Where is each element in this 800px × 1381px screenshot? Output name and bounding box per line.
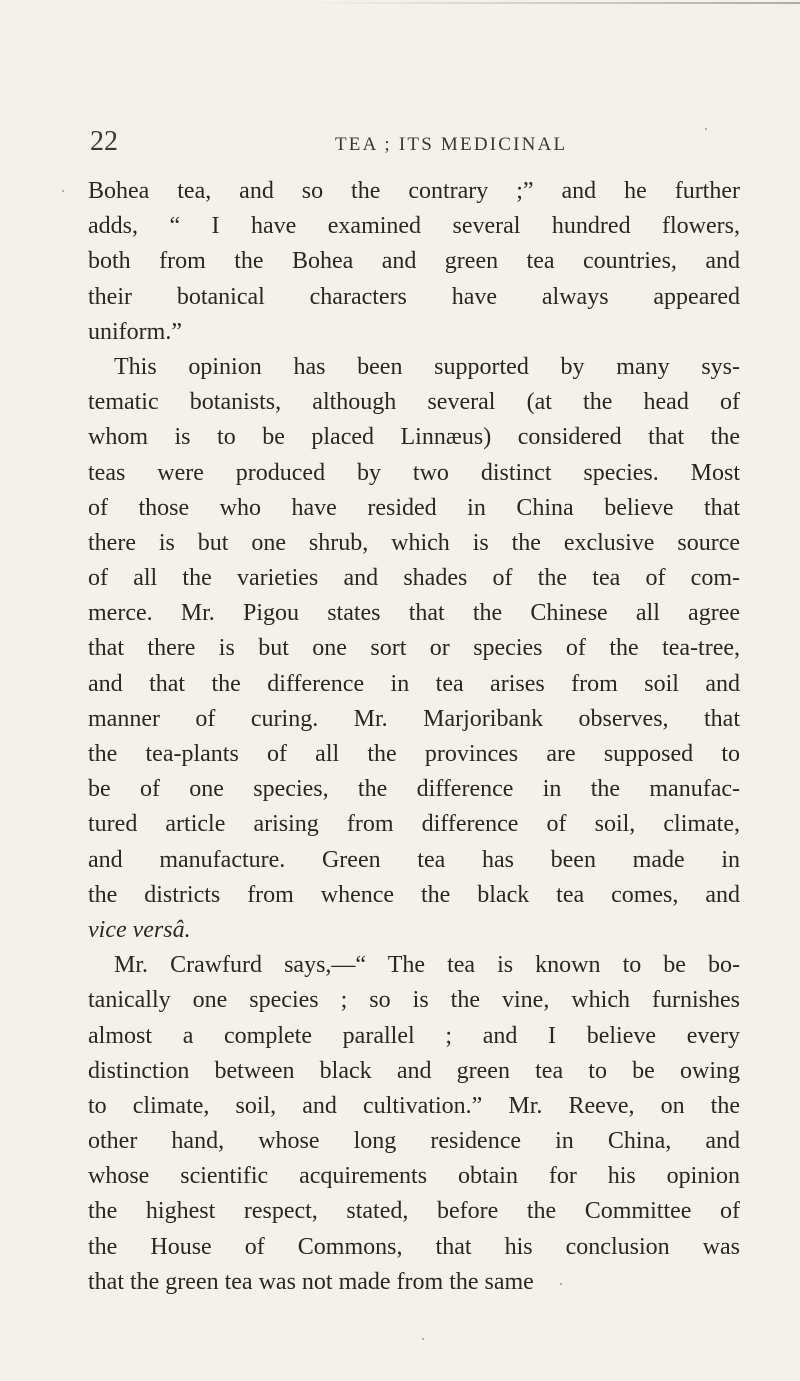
- text-line: there is but one shrub, which is the exclusive source: [88, 529, 740, 556]
- text-line: the districts from whence the black tea comes, and: [88, 881, 740, 908]
- paper-speck: [705, 128, 707, 130]
- paper-speck: [62, 190, 64, 192]
- page-header: [90, 126, 730, 160]
- text-line: of those who have resided in China believe that: [88, 494, 740, 521]
- text-line: merce. Mr. Pigou states that the Chinese all agree: [88, 600, 740, 627]
- text-line: be of one species, the difference in the manufac-: [88, 776, 740, 803]
- text-line: the highest respect, stated, before the Committee of: [88, 1198, 740, 1225]
- text-line: manner of curing. Mr. Marjoribank observes, that: [88, 705, 740, 732]
- text-line: almost a complete parallel ; and I believe every: [88, 1022, 740, 1049]
- text-line: distinction between black and green tea to be owing: [88, 1057, 740, 1084]
- text-line: Bohea tea, and so the contrary ;” and he further: [88, 178, 740, 204]
- text-line: that there is but one sort or species of the tea-tree,: [88, 635, 740, 662]
- text-line: to climate, soil, and cultivation.” Mr. Reeve, on the: [88, 1092, 740, 1119]
- text-line: the tea-plants of all the provinces are supposed to: [88, 741, 740, 767]
- text-line: of all the varieties and shades of the tea of com-: [88, 565, 740, 592]
- text-line: tanically one species ; so is the vine, which furnishes: [88, 987, 740, 1014]
- paper-speck: [422, 1338, 424, 1340]
- text-line: both from the Bohea and green tea countries, and: [88, 248, 740, 275]
- text-line: tematic botanists, although several (at the head of: [88, 389, 740, 416]
- text-line: This opinion has been supported by many sys-: [114, 353, 740, 380]
- text-line: adds, “ I have examined several hundred flowers,: [88, 213, 740, 240]
- text-line: and manufacture. Green tea has been made in: [88, 846, 740, 873]
- text-line: vice versâ.: [88, 916, 191, 943]
- text-line: whose scientific acquirements obtain for his opinion: [88, 1163, 740, 1190]
- body-text: [88, 174, 740, 1300]
- text-line: Mr. Crawfurd says,—“ The tea is known to be bo-: [114, 952, 740, 979]
- text-line: the House of Commons, that his conclusion was: [88, 1233, 740, 1260]
- text-line: uniform.”: [88, 318, 182, 345]
- paper-speck: [560, 1283, 562, 1285]
- text-line: tured article arising from difference of soil, climate,: [88, 811, 740, 838]
- text-line: whom is to be placed Linnæus) considered that the: [88, 424, 740, 451]
- running-head: TEA ; ITS MEDICINAL: [335, 134, 568, 155]
- text-line: that the green tea was not made from the same: [88, 1268, 534, 1295]
- text-line: teas were produced by two distinct species. Most: [88, 459, 740, 486]
- text-line: their botanical characters have always appeared: [88, 283, 740, 310]
- text-line: other hand, whose long residence in China, and: [88, 1128, 740, 1155]
- page-number: 22: [90, 126, 118, 157]
- page-edge-shadow: [300, 2, 800, 4]
- text-line: and that the difference in tea arises from soil and: [88, 670, 740, 697]
